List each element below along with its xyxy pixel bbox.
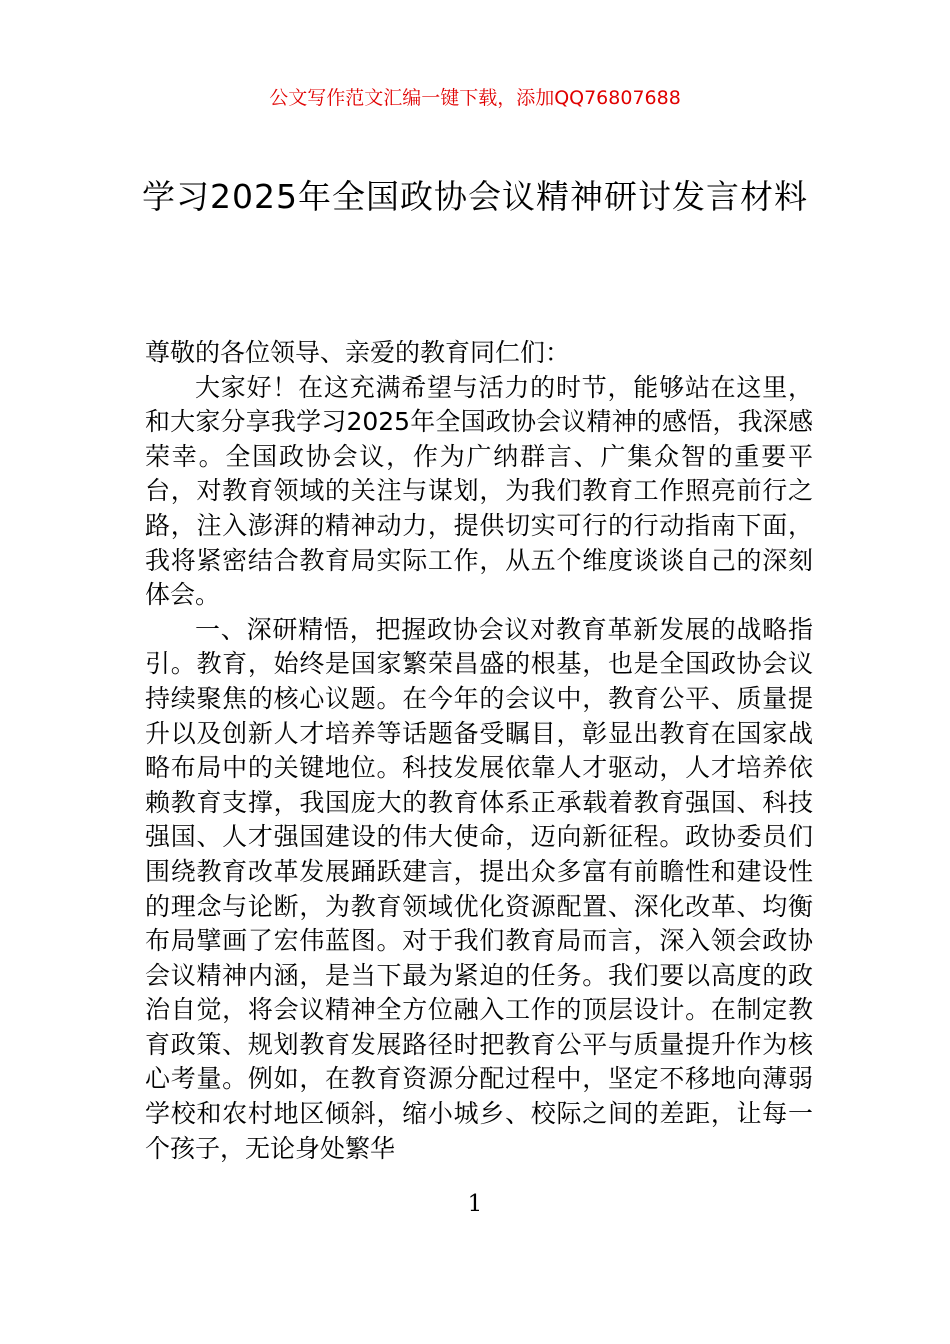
download-note: 公文写作范文汇编一键下载，添加QQ76807688 [269, 87, 681, 109]
page-number: 1 [467, 1191, 483, 1217]
document-body [145, 336, 813, 1166]
document-title: 学习2025年全国政协会议精神研讨发言材料 [142, 177, 808, 216]
paragraph-opening: 大家好！在这充满希望与活力的时节，能够站在这里，和大家分享我学习2025年全国政协会议精神的感悟，我深感荣幸。全国政协会议，作为广纳群言、广集众智的重要平台，对教育领域的关注与谋划，为我们教育工作照亮前行之路，注入澎湃的精神动力，提供切实可行的行动指南下面，我将紧密结合教育局实际工作，从五个维度谈谈自己的深刻体会。 [145, 372, 813, 610]
paragraph-section-one: 一、深研精悟，把握政协会议对教育革新发展的战略指引。教育，始终是国家繁荣昌盛的根基，也是全国政协会议持续聚焦的核心议题。在今年的会议中，教育公平、质量提升以及创新人才培养等话题备受瞩目，彰显出教育在国家战略布局中的关键地位。科技发展依靠人才驱动，人才培养依赖教育支撑，我国庞大的教育体系正承载着教育强国、科技强国、人才强国建设的伟大使命，迈向新征程。政协委员们围绕教育改革发展踊跃建言，提出众多富有前瞻性和建设性的理念与论断，为教育领域优化资源配置、深化改革、均衡布局擘画了宏伟蓝图。对于我们教育局而言，深入领会政协会议精神内涵，是当下最为紧迫的任务。我们要以高度的政治自觉，将会议精神全方位融入工作的顶层设计。在制定教育政策、规划教育发展路径时把教育公平与质量提升作为核心考量。例如，在教育资源分配过程中，坚定不移地向薄弱学校和农村地区倾斜，缩小城乡、校际之间的差距，让每一个孩子，无论身处繁华 [145, 614, 813, 1163]
salutation: 尊敬的各位领导、亲爱的教育同仁们： [145, 338, 571, 367]
